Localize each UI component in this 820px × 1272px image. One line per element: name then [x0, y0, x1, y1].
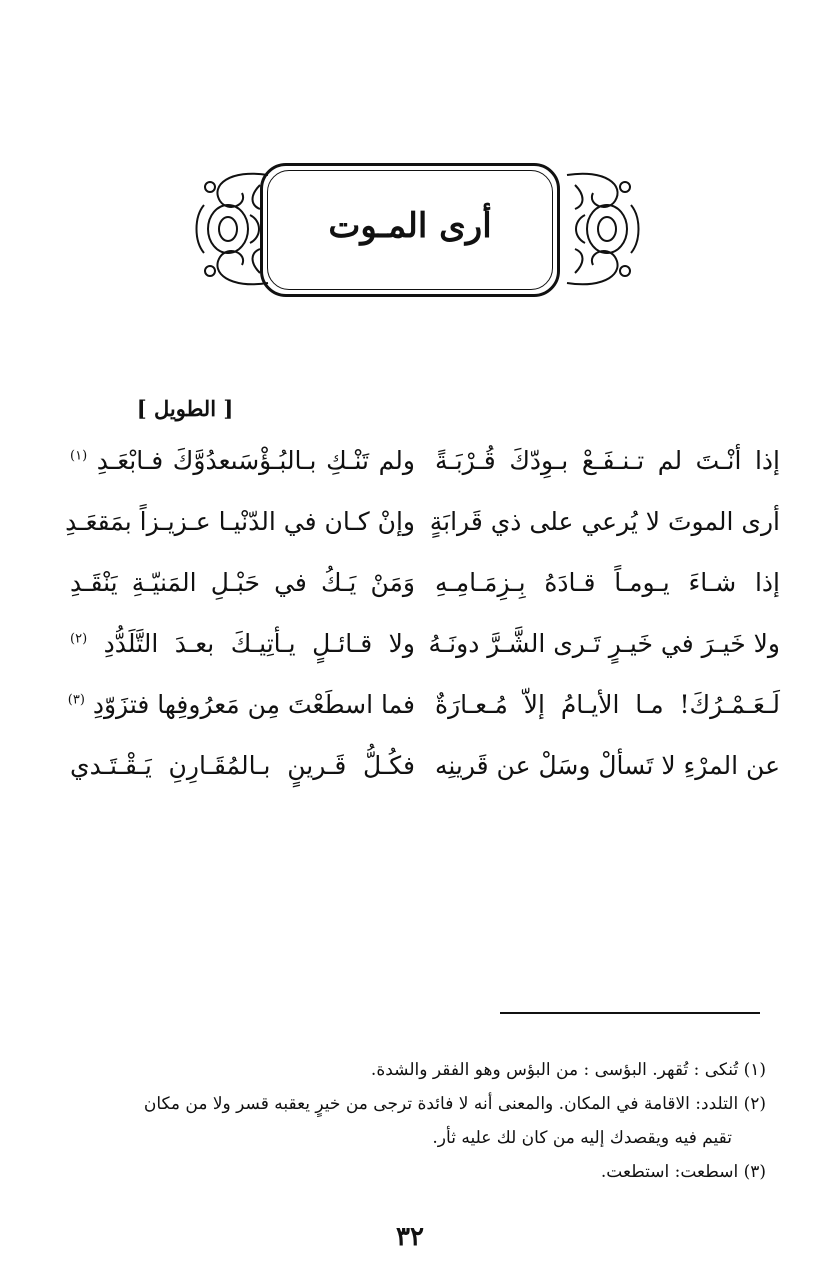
page-number: ٣٢: [396, 1222, 424, 1252]
verse-second-hemistich: [70, 751, 415, 780]
verse: [40, 446, 780, 507]
footnote-marker: (١): [70, 448, 88, 464]
footnote-2: (٢) التلدد: الاقامة في المكان. والمعنى أنه لا فائدة ترجى من خيرٍ يعقبه قسر ولا من مكان: [143, 1094, 766, 1114]
verse-first-hemistich: عن المرْءِ لا تَسألْ وسَلْ عن قَرينِه: [434, 751, 780, 780]
verse-second-hemistich: [70, 568, 415, 597]
verse-second-text: فما اسطَعْتَ مِن مَعرُوفِها فتزَوّدِ: [92, 690, 415, 719]
title-frame: [260, 163, 560, 297]
verse: [40, 629, 780, 690]
verse: [40, 568, 780, 629]
verse-first-hemistich: إذا أنْـتَ لم تـنـفَـعْ بـوِدّكَ قُـرْبَـةً: [435, 446, 780, 475]
verse-second-hemistich: [70, 629, 415, 658]
verse: [40, 751, 780, 812]
verse-second-text: ولا قـائـلٍ يـأتِيـكَ بعـدَ التَّلَدُّدِ: [103, 629, 416, 658]
footnotes: [60, 1053, 766, 1189]
verse: [40, 507, 780, 568]
verse-second-hemistich: [67, 690, 415, 719]
verse-first-hemistich: أرى الموتَ لا يُرعي على ذي قَرابَةٍ: [429, 507, 780, 536]
footnote-1: (١) تُنكى : تُقهر. البؤسى : من البؤس وهو الفقر والشدة.: [370, 1060, 766, 1080]
verse-second-hemistich: [70, 446, 415, 475]
footnote-2-continuation: تقيم فيه ويقصدك إليه من كان لك عليه ثأر.: [432, 1128, 732, 1148]
verse-first-hemistich: ولا خَيـرَ في خَيـرٍ تَـرى الشَّـرَّ دونَـهُ: [428, 629, 780, 658]
verse-first-hemistich: إذا شـاءَ يـومـاً قـادَهُ بِـزِمَـامِـهِ: [435, 568, 780, 597]
right-ornament-icon: [555, 165, 645, 293]
verse-second-text: وَمَنْ يَـكُ في حَبْـلِ المَنيّـةِ يَنْقَـدِ: [70, 568, 415, 597]
poem-title: أرى المـوت: [328, 206, 492, 246]
footnote-marker: (٣): [67, 692, 85, 708]
verse-second-hemistich: [65, 507, 415, 536]
poem-body: [40, 446, 780, 812]
footnote-3: (٣) اسطعت: استطعت.: [600, 1162, 766, 1182]
verse: [40, 690, 780, 751]
meter-label: [ الطويل ]: [136, 396, 234, 421]
footnote-divider: [500, 1012, 760, 1014]
footnote-marker: (٢): [70, 631, 88, 647]
verse-second-text: وإنْ كـان في الدّنْيـا عـزيـزاً بمَقعَـدِ: [65, 507, 415, 536]
verse-first-hemistich: لَـعَـمْـرُكَ! مـا الأيـامُ إلاّ مُـعـارَةٌ: [435, 690, 780, 719]
verse-second-text: ولم تَنْـكِ بـالبُـؤْسَىعدُوَّكَ فـابْعَـدِ: [96, 446, 415, 475]
verse-second-text: فكُـلُّ قَـرينٍ بـالمُقَـارِنِ يَـقْـتَـدي: [70, 751, 415, 780]
